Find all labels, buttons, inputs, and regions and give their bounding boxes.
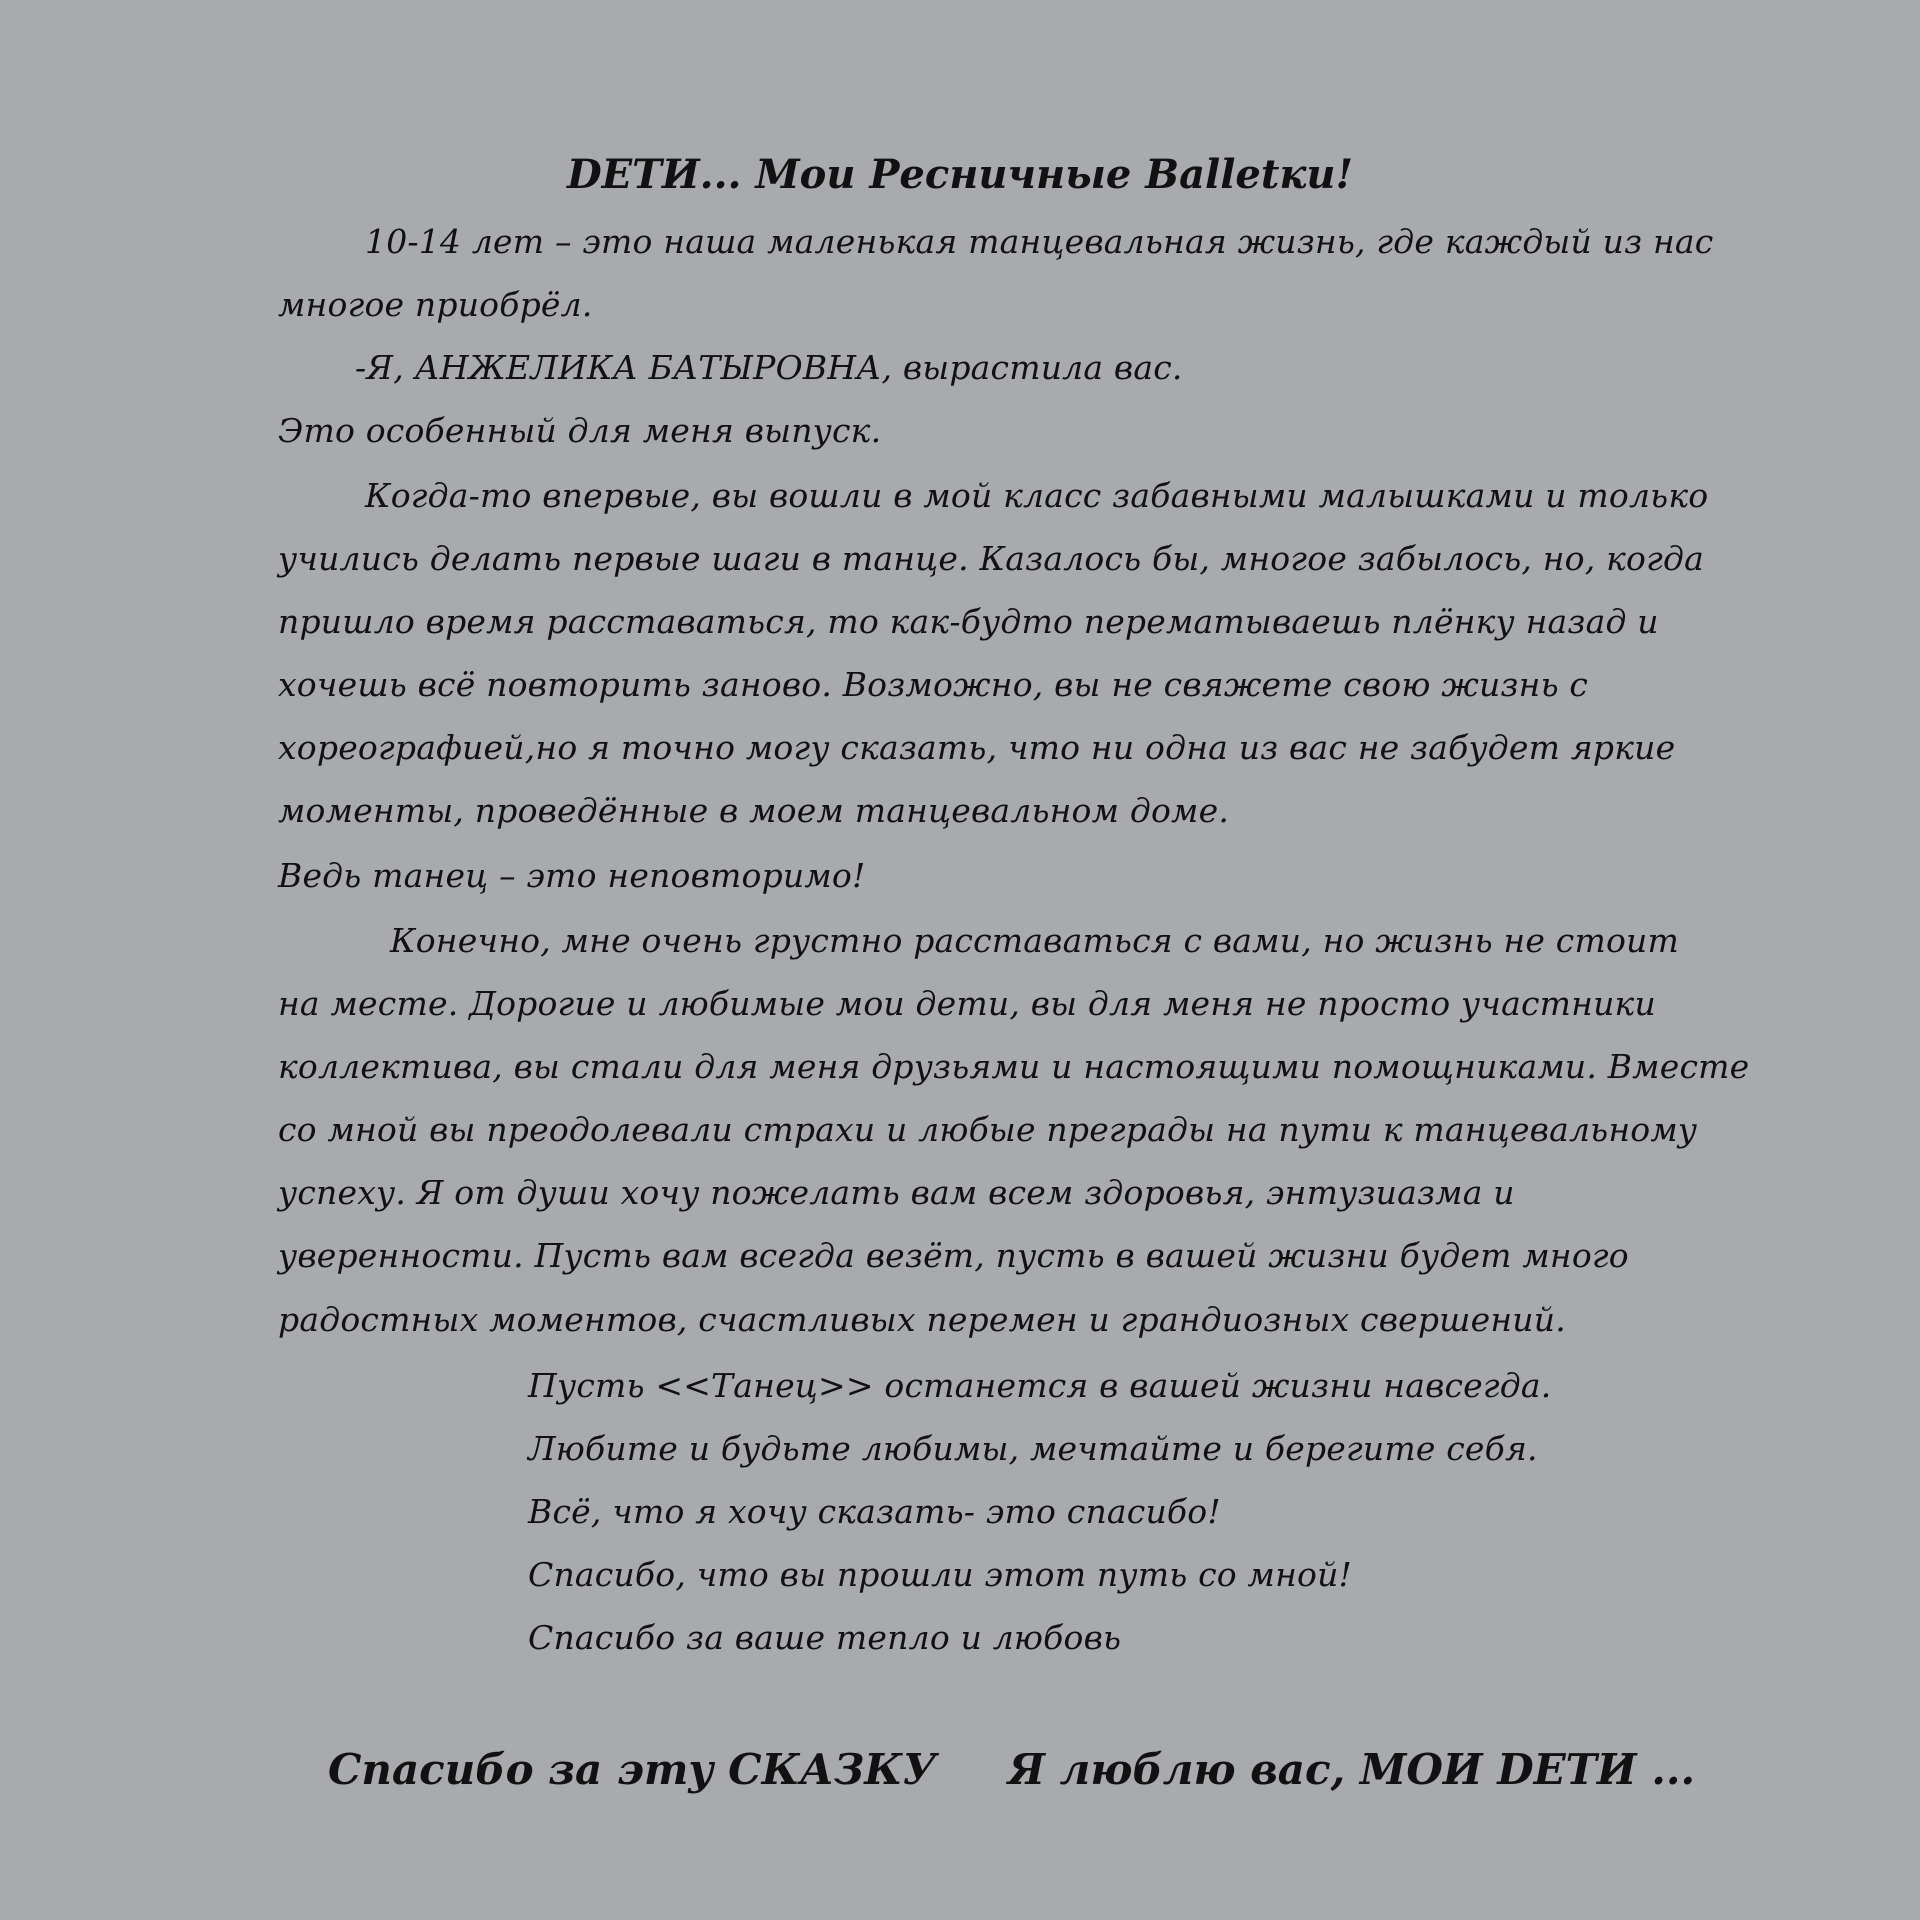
paragraph-line: уверенности. Пусть вам всегда везёт, пусть в вашей жизни будет много xyxy=(278,1236,1629,1275)
paragraph-line: коллектива, вы стали для меня друзьями и настоящими помощниками. Вместе xyxy=(278,1047,1750,1086)
paragraph-line: Ведь танец – это неповторимо! xyxy=(278,856,866,895)
wish-line: Всё, что я хочу сказать- это спасибо! xyxy=(528,1492,1221,1531)
wish-line: Спасибо за ваше тепло и любовь xyxy=(528,1618,1122,1657)
paragraph-line: радостных моментов, счастливых перемен и грандиозных свершений. xyxy=(278,1300,1566,1339)
paragraph-line: моменты, проведённые в моем танцевальном доме. xyxy=(278,791,1230,830)
paragraph-line: хореографией,но я точно могу сказать, что ни одна из вас не забудет яркие xyxy=(278,728,1676,767)
paragraph-line: успеху. Я от души хочу пожелать вам всем здоровья, энтузиазма и xyxy=(278,1173,1515,1212)
paragraph-line: Когда-то впервые, вы вошли в мой класс забавными малышками и только xyxy=(365,476,1709,515)
paragraph-line: Конечно, мне очень грустно расставаться с вами, но жизнь не стоит xyxy=(390,921,1679,960)
wish-line: Любите и будьте любимы, мечтайте и берегите себя. xyxy=(528,1429,1538,1468)
paragraph-line: на месте. Дорогие и любимые мои дети, вы для меня не просто участники xyxy=(278,984,1656,1023)
closing-love: Я люблю вас, МОИ DETИ ... xyxy=(1008,1745,1696,1794)
paragraph-line: учились делать первые шаги в танце. Казалось бы, многое забылось, но, когда xyxy=(278,539,1704,578)
paragraph-line: хочешь всё повторить заново. Возможно, вы не свяжете свою жизнь с xyxy=(278,665,1589,704)
paragraph-line: пришло время расставаться, то как-будто перематываешь плёнку назад и xyxy=(278,602,1659,641)
wish-line: Спасибо, что вы прошли этот путь со мной! xyxy=(528,1555,1352,1594)
closing-thanks: Спасибо за эту СКАЗКУ xyxy=(328,1745,937,1794)
paragraph-line: со мной вы преодолевали страхи и любые преграды на пути к танцевальному xyxy=(278,1110,1698,1149)
paragraph-line: Это особенный для меня выпуск. xyxy=(278,411,882,450)
paragraph-line: 10-14 лет – это наша маленькая танцевальная жизнь, где каждый из нас xyxy=(365,222,1714,261)
author-line: -Я, АНЖЕЛИКА БАТЫРОВНА, вырастила вас. xyxy=(355,348,1183,387)
page-title: DETИ... Мои Ресничные Balletки! xyxy=(566,151,1354,198)
paragraph-line: многое приобрёл. xyxy=(278,285,593,324)
wish-line: Пусть <<Танец>> останется в вашей жизни навсегда. xyxy=(528,1366,1552,1405)
